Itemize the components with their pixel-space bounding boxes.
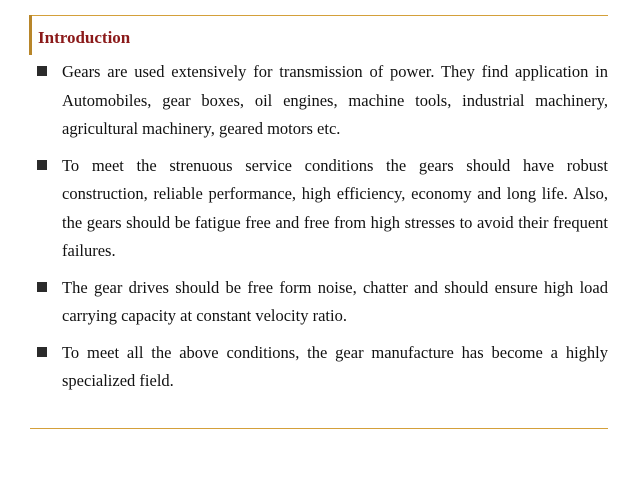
bullet-item [36,152,608,266]
bullet-list [36,58,608,404]
square-bullet-icon [37,282,47,292]
title-accent-bar [29,15,32,55]
slide-title: Introduction [38,28,131,47]
square-bullet-icon [37,160,47,170]
bottom-divider-line [30,428,608,429]
square-bullet-icon [37,66,47,76]
top-divider-line [30,15,608,16]
bullet-item [36,274,608,331]
bullet-text: To meet the strenuous service conditions the gears should have robust construction, reliable performance, high efficiency, economy and long life. Also, the gears should be fatigue free and free from high stresses to avoid their frequent failures. [62,155,608,260]
bullet-text: To meet all the above conditions, the gear manufacture has become a highly specialized field. [62,342,608,390]
bullet-text: The gear drives should be free form noise, chatter and should ensure high load carrying capacity at constant velocity ratio. [62,277,608,325]
bullet-item [36,339,608,396]
bullet-item [36,58,608,144]
bullet-text: Gears are used extensively for transmission of power. They find application in Automobiles, gear boxes, oil engines, machine tools, industrial machinery, agricultural machinery, geared motors etc. [62,62,608,138]
square-bullet-icon [37,347,47,357]
